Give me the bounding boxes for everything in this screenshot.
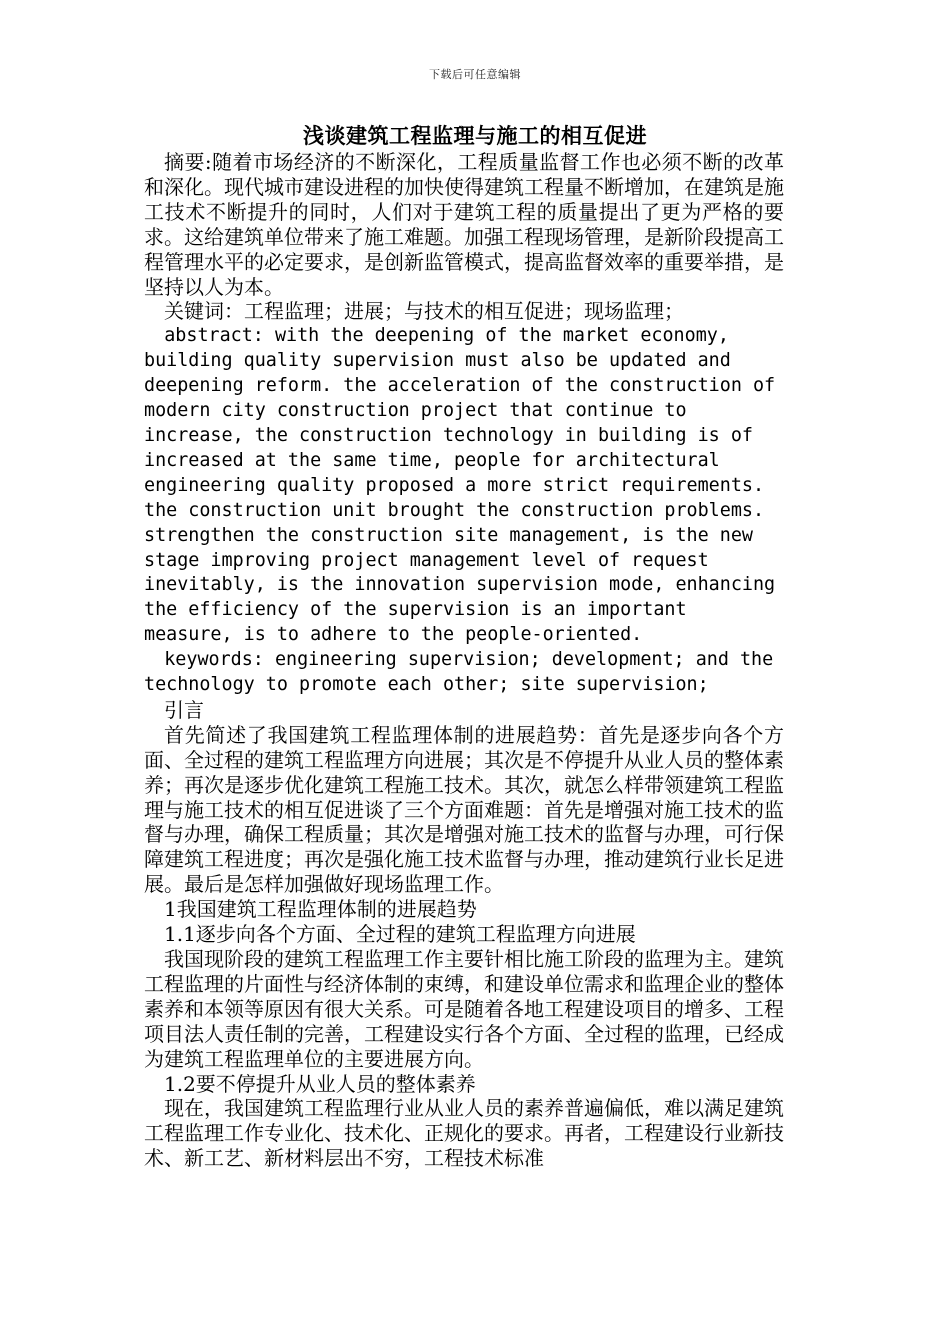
section-heading-1-1: 1.1逐步向各个方面、全过程的建筑工程监理方向进展 (164, 922, 636, 947)
section-1-2-paragraph: 现在，我国建筑工程监理行业从业人员的素养普遍偏低，难以满足建筑工程监理工作专业化、技术化、正规化的要求。再者，工程建设行业新技术、新工艺、新材料层出不穷，工程技术标准 (144, 1096, 784, 1171)
keywords-cn-paragraph: 关键词：工程监理；进展；与技术的相互促进；现场监理； (164, 299, 684, 324)
document-body (144, 150, 784, 1171)
abstract-en-paragraph: abstract: with the deepening of the market economy, building quality supervision must also be updated and deepening reform. the acceleration of the construction of modern city construction project that continue to increase, the construction technology in building is of increased at the same time, people for architectural engineering quality proposed a more strict requirements. the construction unit brought the construction problems. strengthen the construction site management, is the new stage improving project management level of request inevitably, is the innovation supervision mode, enhancing the efficiency of the supervision is an important measure, is to adhere to the people-oriented. (144, 325, 776, 646)
section-heading-1: 1我国建筑工程监理体制的进展趋势 (164, 897, 477, 922)
intro-paragraph: 首先简述了我国建筑工程监理体制的进展趋势：首先是逐步向各个方面、全过程的建筑工程监理方向进展；其次是不停提升从业人员的整体素养；再次是逐步优化建筑工程施工技术。其次，就怎么样带领建筑工程监理与施工技术的相互促进谈了三个方面难题：首先是增强对施工技术的监督与办理，确保工程质量；其次是增强对施工技术的监督与办理，可行保障建筑工程进度；再次是强化施工技术监督与办理，推动建筑行业长足进展。最后是怎样加强做好现场监理工作。 (144, 722, 784, 897)
keywords-en-paragraph: keywords: engineering supervision; development; and the technology to promote each other; site supervision; (144, 649, 774, 696)
document-title: 浅谈建筑工程监理与施工的相互促进 (303, 123, 647, 148)
section-1-1-paragraph: 我国现阶段的建筑工程监理工作主要针相比施工阶段的监理为主。建筑工程监理的片面性与经济体制的束缚，和建设单位需求和监理企业的整体素养和本领等原因有很大关系。可是随着各地工程建设项目的增多、工程项目法人责任制的完善，工程建设实行各个方面、全过程的监理，已经成为建筑工程监理单位的主要进展方向。 (144, 947, 784, 1071)
abstract-cn-paragraph: 摘要:随着市场经济的不断深化，工程质量监督工作也必须不断的改革和深化。现代城市建设进程的加快使得建筑工程量不断增加，在建筑是施工技术不断提升的同时，人们对于建筑工程的质量提出了更为严格的要求。这给建筑单位带来了施工难题。加强工程现场管理，是新阶段提高工程管理水平的必定要求，是创新监管模式，提高监督效率的重要举措，是坚持以人为本。 (144, 150, 784, 299)
section-heading-intro: 引言 (164, 697, 204, 722)
section-heading-1-2: 1.2要不停提升从业人员的整体素养 (164, 1071, 476, 1096)
header-note: 下载后可任意编辑 (429, 68, 521, 81)
